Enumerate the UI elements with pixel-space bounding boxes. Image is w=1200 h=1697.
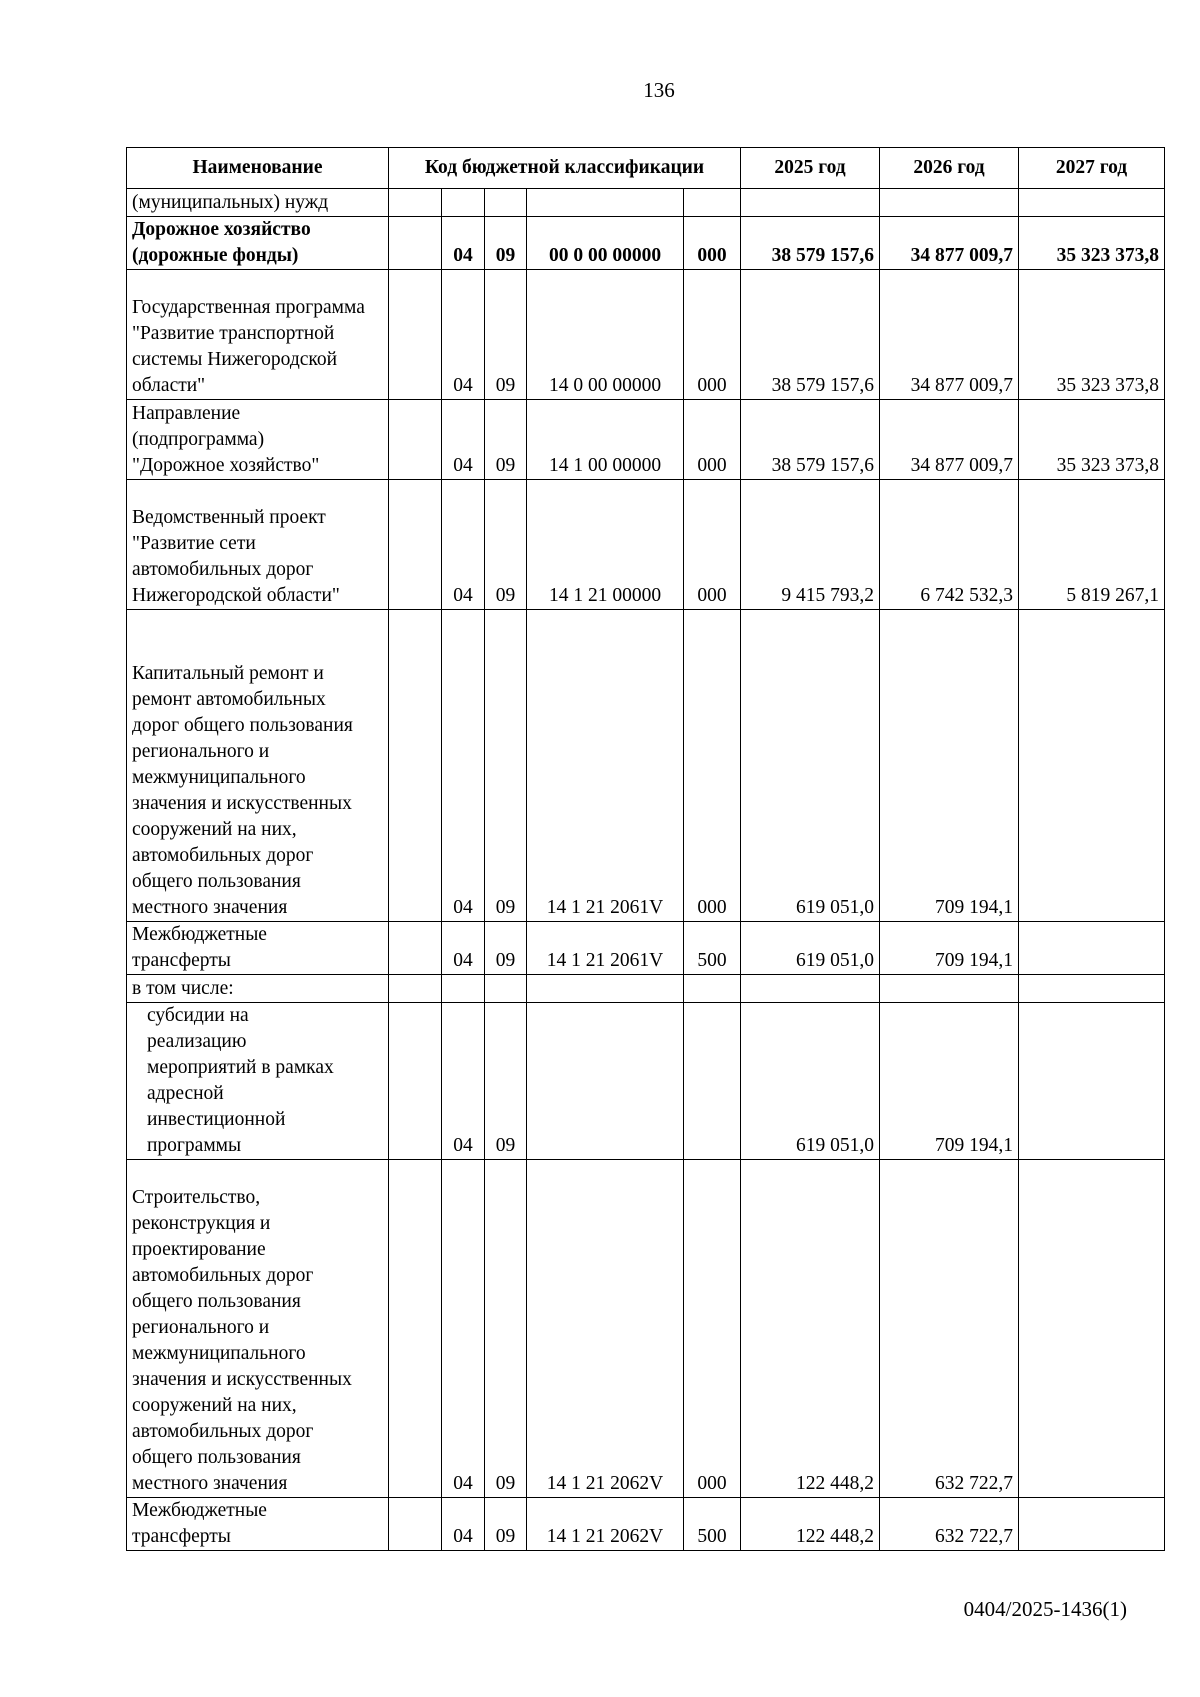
code-cell-1 xyxy=(389,1003,442,1160)
code-cell-1 xyxy=(389,217,442,270)
header-name: Наименование xyxy=(127,148,389,189)
value-2025 xyxy=(741,189,880,217)
table-row xyxy=(127,1160,1165,1498)
row-name: (муниципальных) нужд xyxy=(127,189,389,217)
code-section: 04 xyxy=(442,270,485,400)
value-2027: 35 323 373,8 xyxy=(1019,217,1165,270)
row-name: субсидии на реализацию мероприятий в рамках адресной инвестиционной программы xyxy=(127,1003,389,1160)
code-target xyxy=(527,975,684,1003)
value-2027 xyxy=(1019,975,1165,1003)
code-target xyxy=(527,1003,684,1160)
value-2025: 122 448,2 xyxy=(741,1498,880,1551)
value-2027: 35 323 373,8 xyxy=(1019,400,1165,480)
value-2025: 122 448,2 xyxy=(741,1160,880,1498)
row-name: Направление (подпрограмма) "Дорожное хозяйство" xyxy=(127,400,389,480)
code-target: 14 1 21 00000 xyxy=(527,480,684,610)
value-2025: 619 051,0 xyxy=(741,922,880,975)
header-2027: 2027 год xyxy=(1019,148,1165,189)
code-cell-1 xyxy=(389,480,442,610)
value-2025: 38 579 157,6 xyxy=(741,217,880,270)
table-row xyxy=(127,189,1165,217)
code-section: 04 xyxy=(442,1498,485,1551)
value-2025: 9 415 793,2 xyxy=(741,480,880,610)
code-expense-type: 500 xyxy=(684,1498,741,1551)
value-2026 xyxy=(880,975,1019,1003)
value-2026: 34 877 009,7 xyxy=(880,217,1019,270)
value-2026: 709 194,1 xyxy=(880,1003,1019,1160)
code-expense-type xyxy=(684,189,741,217)
code-expense-type: 000 xyxy=(684,1160,741,1498)
code-cell-1 xyxy=(389,270,442,400)
code-section: 04 xyxy=(442,1160,485,1498)
row-name: Межбюджетные трансферты xyxy=(127,1498,389,1551)
code-expense-type xyxy=(684,975,741,1003)
row-name: Государственная программа "Развитие транспортной системы Нижегородской области" xyxy=(127,270,389,400)
value-2025: 619 051,0 xyxy=(741,1003,880,1160)
value-2027 xyxy=(1019,922,1165,975)
code-target: 14 1 21 2061V xyxy=(527,922,684,975)
code-target: 14 1 21 2061V xyxy=(527,610,684,922)
row-name: Строительство, реконструкция и проектирование автомобильных дорог общего пользования регионального и межмуниципального значения и искусственных сооружений на них, автомобильных дорог общего пользования местного значения xyxy=(127,1160,389,1498)
table-row xyxy=(127,1498,1165,1551)
table-row xyxy=(127,975,1165,1003)
value-2025 xyxy=(741,975,880,1003)
code-expense-type: 000 xyxy=(684,400,741,480)
code-cell-1 xyxy=(389,610,442,922)
header-2025: 2025 год xyxy=(741,148,880,189)
code-section xyxy=(442,975,485,1003)
value-2025: 38 579 157,6 xyxy=(741,400,880,480)
code-cell-1 xyxy=(389,975,442,1003)
header-code: Код бюджетной классификации xyxy=(389,148,741,189)
row-name: Дорожное хозяйство (дорожные фонды) xyxy=(127,217,389,270)
header-2026: 2026 год xyxy=(880,148,1019,189)
row-name: в том числе: xyxy=(127,975,389,1003)
code-cell-1 xyxy=(389,189,442,217)
value-2026: 34 877 009,7 xyxy=(880,270,1019,400)
code-subsection: 09 xyxy=(485,270,527,400)
value-2026: 632 722,7 xyxy=(880,1160,1019,1498)
code-section: 04 xyxy=(442,400,485,480)
value-2026: 709 194,1 xyxy=(880,610,1019,922)
document-id: 0404/2025-1436(1) xyxy=(963,1597,1127,1621)
value-2027 xyxy=(1019,610,1165,922)
code-cell-1 xyxy=(389,1160,442,1498)
code-subsection: 09 xyxy=(485,1003,527,1160)
code-expense-type: 000 xyxy=(684,610,741,922)
value-2027: 5 819 267,1 xyxy=(1019,480,1165,610)
code-section: 04 xyxy=(442,610,485,922)
code-subsection: 09 xyxy=(485,400,527,480)
code-subsection: 09 xyxy=(485,610,527,922)
code-section: 04 xyxy=(442,217,485,270)
row-name: Капитальный ремонт и ремонт автомобильных дорог общего пользования регионального и межмуниципального значения и искусственных сооружений на них, автомобильных дорог общего пользования местного значения xyxy=(127,610,389,922)
table-row xyxy=(127,400,1165,480)
table-row xyxy=(127,922,1165,975)
table-header-row xyxy=(127,148,1165,189)
code-expense-type: 000 xyxy=(684,217,741,270)
table-row xyxy=(127,217,1165,270)
value-2026: 34 877 009,7 xyxy=(880,400,1019,480)
code-expense-type: 000 xyxy=(684,480,741,610)
code-subsection: 09 xyxy=(485,1498,527,1551)
row-name: Ведомственный проект "Развитие сети автомобильных дорог Нижегородской области" xyxy=(127,480,389,610)
code-subsection xyxy=(485,189,527,217)
code-section: 04 xyxy=(442,480,485,610)
code-section xyxy=(442,189,485,217)
value-2026: 6 742 532,3 xyxy=(880,480,1019,610)
code-target: 00 0 00 00000 xyxy=(527,217,684,270)
page-number: 136 xyxy=(643,78,675,102)
value-2025: 38 579 157,6 xyxy=(741,270,880,400)
code-target: 14 0 00 00000 xyxy=(527,270,684,400)
code-section: 04 xyxy=(442,1003,485,1160)
table-row xyxy=(127,610,1165,922)
value-2027 xyxy=(1019,1003,1165,1160)
code-subsection xyxy=(485,975,527,1003)
value-2026 xyxy=(880,189,1019,217)
code-expense-type: 500 xyxy=(684,922,741,975)
code-subsection: 09 xyxy=(485,1160,527,1498)
code-expense-type xyxy=(684,1003,741,1160)
value-2025: 619 051,0 xyxy=(741,610,880,922)
value-2026: 709 194,1 xyxy=(880,922,1019,975)
code-cell-1 xyxy=(389,922,442,975)
code-subsection: 09 xyxy=(485,922,527,975)
code-cell-1 xyxy=(389,400,442,480)
code-target: 14 1 21 2062V xyxy=(527,1160,684,1498)
code-target xyxy=(527,189,684,217)
code-target: 14 1 21 2062V xyxy=(527,1498,684,1551)
value-2027 xyxy=(1019,1498,1165,1551)
table-row xyxy=(127,270,1165,400)
code-expense-type: 000 xyxy=(684,270,741,400)
code-section: 04 xyxy=(442,922,485,975)
value-2027 xyxy=(1019,189,1165,217)
code-cell-1 xyxy=(389,1498,442,1551)
budget-table xyxy=(126,147,1165,1551)
table-row xyxy=(127,480,1165,610)
code-subsection: 09 xyxy=(485,217,527,270)
value-2026: 632 722,7 xyxy=(880,1498,1019,1551)
row-name: Межбюджетные трансферты xyxy=(127,922,389,975)
code-target: 14 1 00 00000 xyxy=(527,400,684,480)
code-subsection: 09 xyxy=(485,480,527,610)
value-2027: 35 323 373,8 xyxy=(1019,270,1165,400)
value-2027 xyxy=(1019,1160,1165,1498)
table-row xyxy=(127,1003,1165,1160)
